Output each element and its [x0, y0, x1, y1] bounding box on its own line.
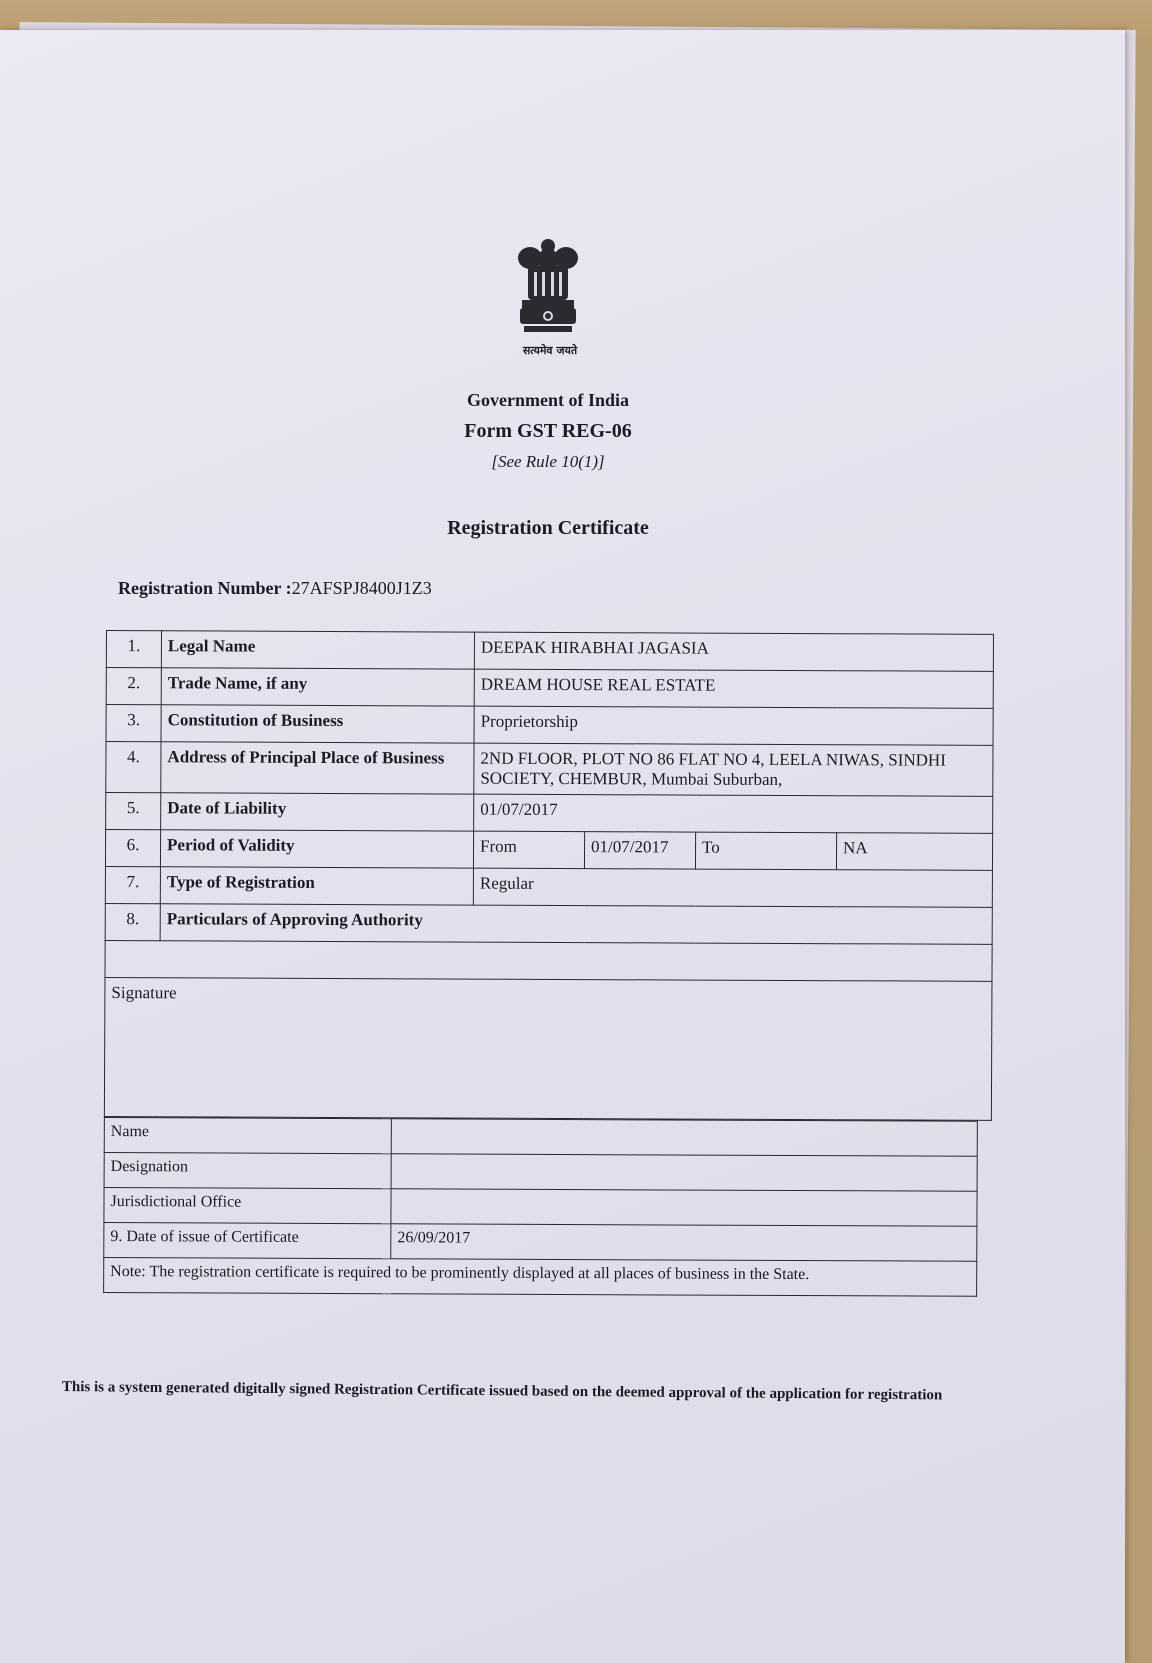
row-number: 1.: [106, 631, 161, 668]
system-generated-footer: This is a system generated digitally signed Registration Certificate issued based on the deemed approval of the application for registration: [61, 1378, 943, 1404]
type-of-registration-value: Regular: [473, 868, 992, 907]
row-period-of-validity: [105, 830, 992, 871]
authority-designation-label: Designation: [104, 1152, 391, 1188]
jurisdictional-office-row: [104, 1187, 977, 1226]
issue-date-value: 26/09/2017: [391, 1224, 977, 1262]
row-type-of-registration: [105, 866, 992, 907]
signature-box: [104, 977, 992, 1120]
row-number: 4.: [106, 742, 161, 793]
trade-name-value: DREAM HOUSE REAL ESTATE: [474, 669, 993, 708]
constitution-value: Proprietorship: [474, 706, 993, 745]
validity-to-label: To: [695, 832, 836, 870]
row-label: Legal Name: [161, 631, 474, 669]
blank-cell: [105, 940, 992, 981]
authority-name-row: [104, 1117, 977, 1156]
row-label: Date of Liability: [161, 793, 474, 831]
row-address: [106, 742, 993, 797]
authority-designation-row: [104, 1152, 977, 1191]
row-number: 7.: [105, 866, 160, 903]
authority-designation-value: [391, 1154, 977, 1192]
row-label: Address of Principal Place of Business: [161, 742, 474, 794]
display-note: Note: The registration certificate is required to be prominently displayed at all places of business in the State.: [104, 1257, 977, 1296]
legal-name-value: DEEPAK HIRABHAI JAGASIA: [474, 632, 993, 671]
jurisdictional-office-value: [391, 1189, 977, 1227]
blank-row: [105, 940, 992, 981]
row-number: 3.: [106, 705, 161, 742]
signature-row: [104, 977, 992, 1120]
row-number: 8.: [105, 903, 160, 940]
row-label: Trade Name, if any: [161, 668, 474, 706]
registration-number-line: [118, 578, 432, 599]
row-trade-name: [106, 668, 993, 709]
note-row: [104, 1257, 977, 1296]
issue-date-label: 9. Date of issue of Certificate: [104, 1222, 391, 1258]
row-number: 5.: [106, 793, 161, 830]
government-heading: Government of India: [467, 390, 629, 410]
approving-authority-label: Particulars of Approving Authority: [160, 904, 992, 945]
date-of-liability-value: 01/07/2017: [474, 794, 993, 833]
validity-from-label: From: [473, 831, 584, 868]
ashoka-emblem-icon: [512, 236, 584, 340]
jurisdictional-office-label: Jurisdictional Office: [104, 1187, 391, 1223]
certificate-table-wrapper: [103, 630, 994, 1297]
row-constitution: [106, 705, 993, 746]
row-approving-authority: [105, 903, 992, 944]
certificate-title: Registration Certificate: [447, 517, 649, 539]
row-label: Type of Registration: [160, 867, 473, 905]
rule-reference: [See Rule 10(1)]: [491, 452, 605, 471]
row-legal-name: [106, 631, 993, 672]
registration-number-label: Registration Number :: [118, 578, 292, 598]
authority-name-value: [391, 1119, 977, 1157]
form-title: Form GST REG-06: [464, 420, 632, 442]
validity-to-value: NA: [836, 833, 992, 871]
registration-number-value: 27AFSPJ8400J1Z3: [291, 578, 432, 598]
row-date-of-liability: [106, 793, 993, 834]
row-label: Constitution of Business: [161, 705, 474, 743]
validity-from-value: 01/07/2017: [584, 832, 695, 869]
address-value: 2ND FLOOR, PLOT NO 86 FLAT NO 4, LEELA NIWAS, SINDHI SOCIETY, CHEMBUR, Mumbai Suburban,: [474, 743, 993, 796]
row-number: 2.: [106, 668, 161, 705]
authority-name-label: Name: [104, 1117, 391, 1153]
national-motto: सत्यमेव जयते: [522, 344, 578, 357]
authority-details-table: [103, 1117, 978, 1297]
issue-date-row: [104, 1222, 977, 1261]
row-number: 6.: [105, 830, 160, 867]
row-label: Period of Validity: [160, 830, 473, 868]
signature-label: Signature: [111, 983, 177, 1003]
certificate-details-table: [104, 630, 994, 1121]
